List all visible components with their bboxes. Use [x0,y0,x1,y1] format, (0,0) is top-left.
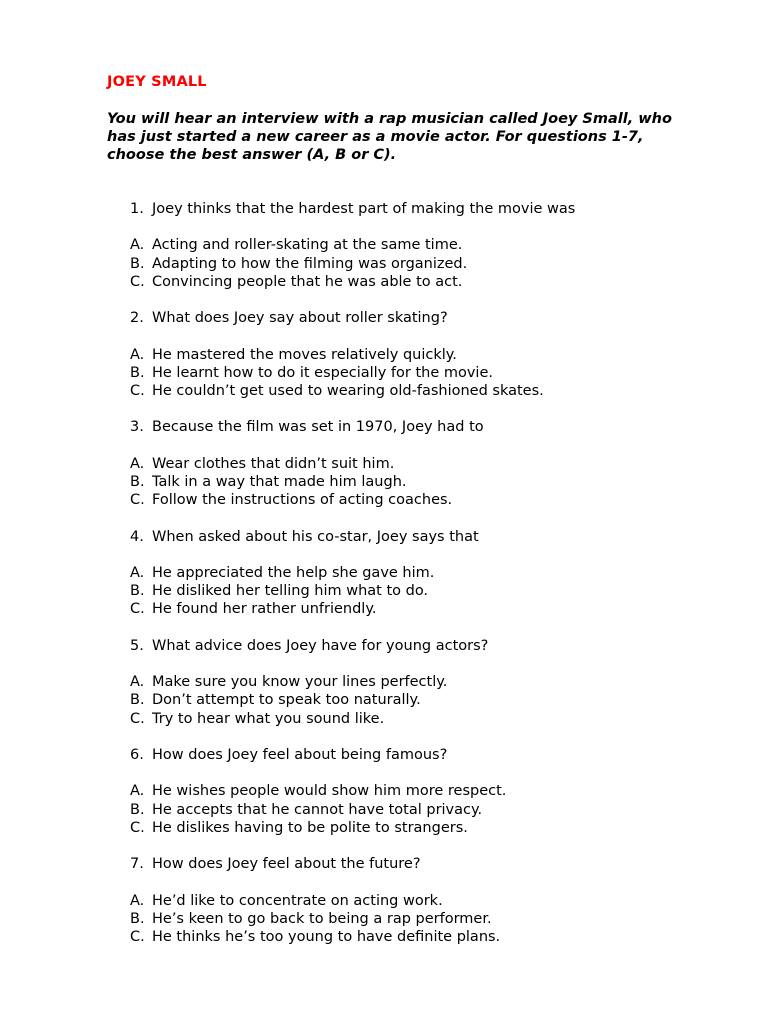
answer-option [107,892,727,910]
option-letter-label: B. [130,692,145,709]
option-letter [107,691,152,709]
question-block [107,855,727,946]
option-text: He found her rather unfriendly. [152,601,377,618]
option-letter-label: B. [130,255,145,272]
answer-option [107,382,727,400]
option-text: Acting and roller-skating at the same time. [152,237,463,254]
option-letter [107,382,152,400]
answer-option [107,819,727,837]
spacer [107,619,727,637]
question-number [107,309,152,327]
answer-option [107,910,727,928]
option-letter [107,473,152,491]
question-stem [107,200,727,218]
option-letter-label: B. [130,364,145,381]
answer-option [107,255,727,273]
option-letter [107,255,152,273]
option-letter-label: C. [130,382,145,399]
option-text: Follow the instructions of acting coaches. [152,492,453,509]
spacer [107,437,727,455]
answer-option [107,673,727,691]
question-list [107,200,727,946]
option-letter [107,564,152,582]
instructions-paragraph [107,110,707,164]
option-letter-label: C. [130,492,145,509]
answer-option [107,455,727,473]
question-number-label: 4. [130,528,144,545]
option-letter [107,710,152,728]
option-letter [107,782,152,800]
answer-option [107,473,727,491]
option-letter [107,273,152,291]
question-block [107,637,727,746]
option-letter-label: B. [130,583,145,600]
spacer [107,728,727,746]
option-letter-label: A. [130,237,145,254]
option-letter-label: B. [130,910,145,927]
option-letter [107,364,152,382]
question-number [107,418,152,436]
question-number [107,855,152,873]
option-text: Adapting to how the filming was organized. [152,255,468,272]
document-title: JOEY SMALL [107,74,207,90]
question-number-label: 6. [130,746,144,763]
spacer [107,655,727,673]
question-number-label: 2. [130,310,144,327]
option-letter-label: C. [130,710,145,727]
question-number [107,200,152,218]
option-text: Wear clothes that didn’t suit him. [152,455,395,472]
question-number-label: 7. [130,856,144,873]
answer-option [107,346,727,364]
option-letter-label: A. [130,783,145,800]
spacer [107,509,727,527]
answer-option [107,236,727,254]
spacer [107,873,727,891]
answer-option [107,710,727,728]
answer-option [107,782,727,800]
question-number-label: 5. [130,637,144,654]
question-stem [107,528,727,546]
question-text: Joey thinks that the hardest part of making the movie was [152,201,576,217]
option-text: Don’t attempt to speak too naturally. [152,692,421,709]
option-letter [107,600,152,618]
spacer [107,546,727,564]
option-text: Talk in a way that made him laugh. [152,473,407,490]
question-block [107,309,727,418]
option-letter [107,892,152,910]
option-text: Try to hear what you sound like. [152,710,385,727]
option-text: He learnt how to do it especially for the movie. [152,364,493,381]
option-letter-label: A. [130,564,145,581]
answer-option [107,273,727,291]
option-letter [107,819,152,837]
question-block [107,200,727,309]
option-letter [107,910,152,928]
answer-option [107,928,727,946]
spacer [107,764,727,782]
instructions-line: You will hear an interview with a rap musician called Joey Small, who [107,111,672,127]
answer-option [107,491,727,509]
option-letter [107,582,152,600]
option-letter-label: A. [130,346,145,363]
spacer [107,400,727,418]
option-letter-label: C. [130,819,145,836]
option-letter [107,346,152,364]
question-block [107,418,727,527]
spacer [107,291,727,309]
question-number [107,746,152,764]
option-text: Make sure you know your lines perfectly. [152,674,448,691]
option-text: He accepts that he cannot have total privacy. [152,801,483,818]
question-number [107,528,152,546]
option-letter-label: A. [130,674,145,691]
option-letter [107,673,152,691]
question-number-label: 1. [130,201,144,217]
answer-option [107,600,727,618]
question-block [107,746,727,855]
option-text: He thinks he’s too young to have definite plans. [152,928,501,945]
question-text: How does Joey feel about being famous? [152,746,448,763]
question-text: What advice does Joey have for young actors? [152,637,489,654]
option-text: He couldn’t get used to wearing old-fashioned skates. [152,382,544,399]
option-letter-label: A. [130,892,145,909]
question-stem [107,855,727,873]
option-letter [107,455,152,473]
option-text: Convincing people that he was able to act. [152,273,463,290]
option-text: He dislikes having to be polite to strangers. [152,819,468,836]
option-letter-label: B. [130,473,145,490]
option-letter [107,928,152,946]
option-letter-label: A. [130,455,145,472]
option-text: He disliked her telling him what to do. [152,583,429,600]
option-letter [107,236,152,254]
option-letter [107,491,152,509]
question-text: How does Joey feel about the future? [152,856,421,873]
question-stem [107,746,727,764]
option-text: He’s keen to go back to being a rap performer. [152,910,492,927]
question-text: What does Joey say about roller skating? [152,310,448,327]
option-text: He’d like to concentrate on acting work. [152,892,443,909]
question-block [107,528,727,637]
option-letter-label: C. [130,928,145,945]
question-stem [107,637,727,655]
option-text: He mastered the moves relatively quickly. [152,346,457,363]
spacer [107,327,727,345]
answer-option [107,691,727,709]
question-text: Because the film was set in 1970, Joey had to [152,419,484,436]
instructions-line: choose the best answer (A, B or C). [107,147,397,163]
answer-option [107,564,727,582]
question-stem [107,309,727,327]
question-number [107,637,152,655]
question-stem [107,418,727,436]
option-letter-label: C. [130,273,145,290]
question-text: When asked about his co-star, Joey says that [152,528,479,545]
option-text: He appreciated the help she gave him. [152,564,435,581]
answer-option [107,582,727,600]
instructions-line: has just started a new career as a movie actor. For questions 1-7, [107,129,644,145]
option-letter [107,801,152,819]
answer-option [107,801,727,819]
option-letter-label: B. [130,801,145,818]
option-text: He wishes people would show him more respect. [152,783,507,800]
option-letter-label: C. [130,601,145,618]
spacer [107,218,727,236]
spacer [107,837,727,855]
answer-option [107,364,727,382]
question-number-label: 3. [130,419,144,436]
